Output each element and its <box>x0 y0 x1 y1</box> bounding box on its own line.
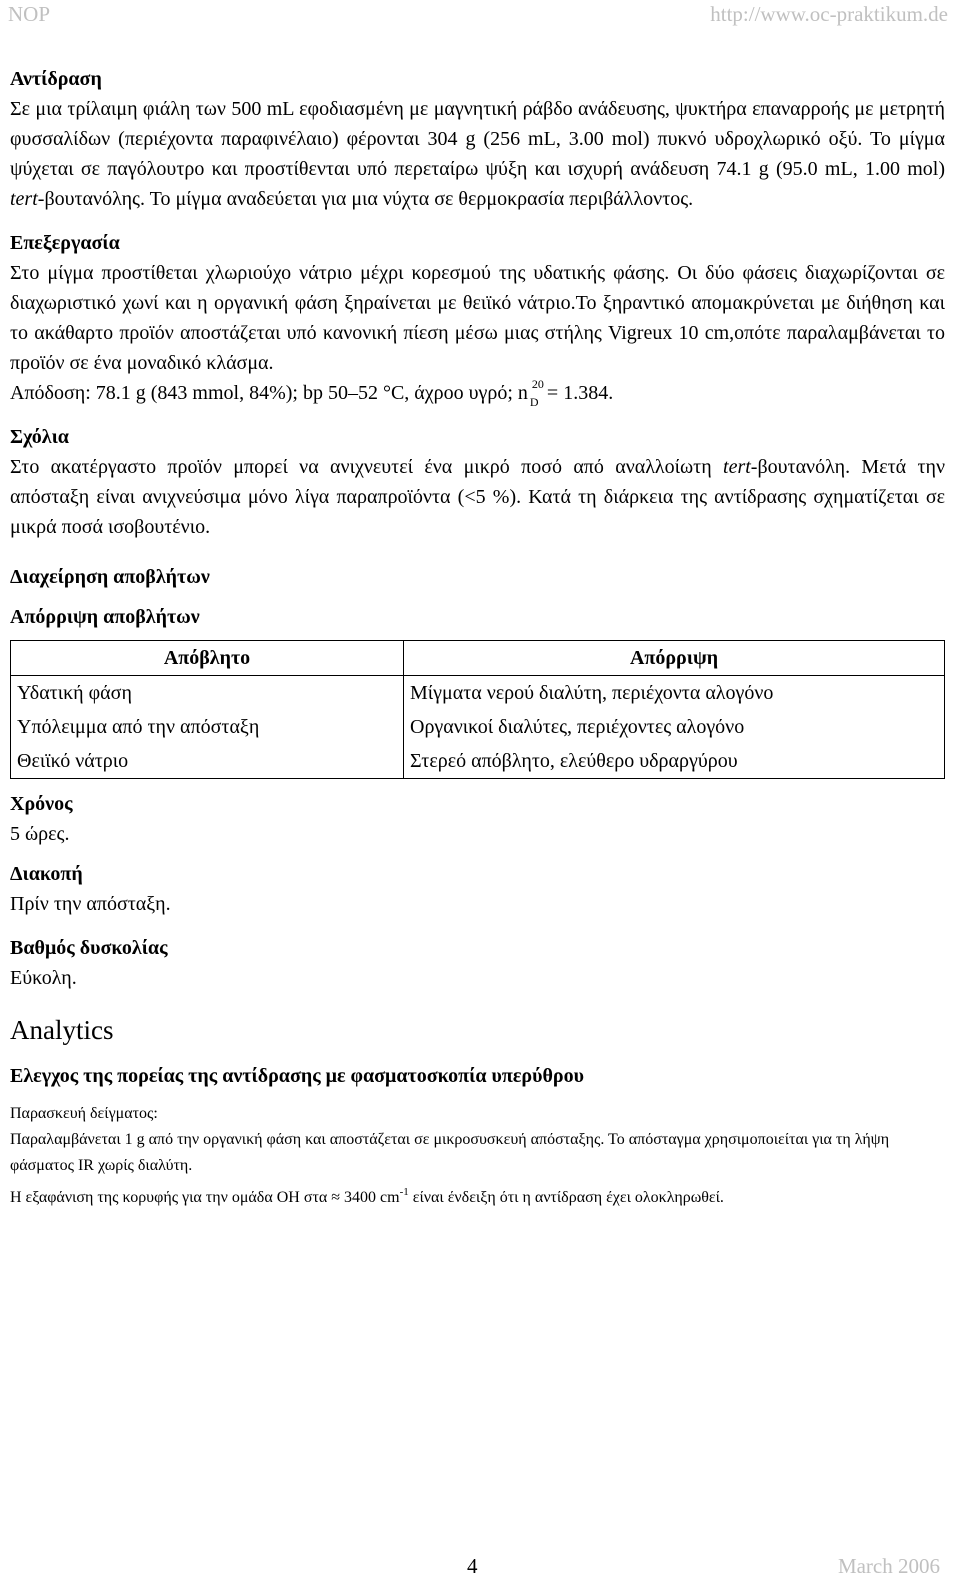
column-header-waste: Απόβλητο <box>11 641 404 676</box>
table-header-row <box>11 641 945 676</box>
reaction-heading: Αντίδραση <box>10 68 102 90</box>
table-cell: Οργανικοί διαλύτες, περιέχοντες αλογόνο <box>404 710 945 744</box>
waste-heading: Διαχείρηση αποβλήτων <box>10 566 210 588</box>
waste-subheading: Απόρριψη αποβλήτων <box>10 606 200 628</box>
comments-paragraph: Στο ακατέργαστο προϊόν μπορεί να ανιχνευτεί ένα μικρό ποσό από αναλλοίωτη tert-βουτανόλη. Μετά την απόσταξη είναι ανιχνεύσιμα μόνο λίγα παραπροϊόντα (<5 %). Κατά τη διάρκεια της αντίδρασης σχηματίζεται σε μικρά ποσά ισοβουτένιο. <box>10 456 945 538</box>
pause-heading: Διακοπή <box>10 863 83 885</box>
page-number: 4 <box>467 1554 478 1578</box>
table-cell: Μίγματα νερού διαλύτη, περιέχοντα αλογόνο <box>404 676 945 711</box>
workup-heading: Επεξεργασία <box>10 232 120 254</box>
ir-monitoring-heading: Ελεγχος της πορείας της αντίδρασης με φασματοσκοπία υπερύθρου <box>10 1065 584 1087</box>
comments-heading: Σχόλια <box>10 426 69 448</box>
header-url[interactable]: http://www.oc-praktikum.de <box>710 2 948 26</box>
table-cell: Υδατική φάση <box>11 676 404 711</box>
workup-paragraph: Στο μίγμα προστίθεται χλωριούχο νάτριο μέχρι κορεσμού της υδατικής φάσης. Οι δύο φάσεις διαχωρίζονται σε διαχωριστικό χωνί και η οργανική φάση ξηραίνεται με θειϊκό νάτριο.Το ξηραντικό απομακρύνεται με διήθηση και το ακάθαρτο προϊόν αποστάζεται υπό κανονική πίεση μέσω μιας στήλης Vigreux 10 cm,οπότε παραλαμβάνεται το προϊόν σε ένα μοναδικό κλάσμα. <box>10 262 946 374</box>
table-row <box>11 710 945 744</box>
difficulty-text: Εύκολη. <box>10 967 77 989</box>
analytics-heading: Analytics <box>10 1015 114 1045</box>
table-row <box>11 744 945 779</box>
table-cell: Στερεό απόβλητο, ελεύθερο υδραργύρου <box>404 744 945 779</box>
column-header-disposal: Απόρριψη <box>404 641 945 676</box>
reaction-paragraph: Σε μια τρίλαιμη φιάλη των 500 mL εφοδιασμένη με μαγνητική ράβδο ανάδευσης, ψυκτήρα επαναρροής με μετρητή φυσσαλίδων (περιέχοντα παραφινέλαιο) φέρονται 304 g (256 mL, 3.00 mol) πυκνό υδροχλωρικό οξύ. Το μίγμα ψύχεται σε παγόλουτρο και προστίθενται υπό περεταίρω ψύξη και ισχυρή ανάδευση 74.1 g (95.0 mL, 1.00 mol) tert-βουτανόλης. Το μίγμα αναδεύεται για μια νύχτα σε θερμοκρασία περιβάλλοντος. <box>10 98 945 210</box>
pause-text: Πρίν την απόσταξη. <box>10 893 171 915</box>
document-body <box>10 64 945 1211</box>
ir-result-text: Η εξαφάνιση της κορυφής για την ομάδα OH στα ≈ 3400 $cm^{-1}$ είναι ένδειξη ότι η αντίδραση έχει ολοκληρωθεί. <box>10 1186 724 1206</box>
table-row <box>11 676 945 711</box>
table-cell: Υπόλειμμα από την απόσταξη <box>11 710 404 744</box>
time-text: 5 ώρες. <box>10 823 70 845</box>
table-cell: Θειϊκό νάτριο <box>11 744 404 779</box>
header-left: NOP <box>8 2 51 26</box>
waste-table <box>10 640 945 779</box>
sample-prep-text: Παραλαμβάνεται 1 g από την οργανική φάση και αποστάζεται σε μικροσυσκευή απόσταξης. Το απόσταγμα χρησιμοποιείται για τη λήψη φάσματος IR χωρίς διαλύτη. <box>10 1131 890 1174</box>
sample-prep-label: Παρασκευή δείγματος: <box>10 1105 158 1122</box>
time-heading: Χρόνος <box>10 793 73 815</box>
yield-line: Απόδοση: 78.1 g (843 mmol, 84%); bp 50–52 °C, άχροο υγρό; n 20 D = 1.384. <box>10 377 614 409</box>
difficulty-heading: Βαθμός δυσκολίας <box>10 937 168 959</box>
footer-date: March 2006 <box>837 1554 940 1578</box>
